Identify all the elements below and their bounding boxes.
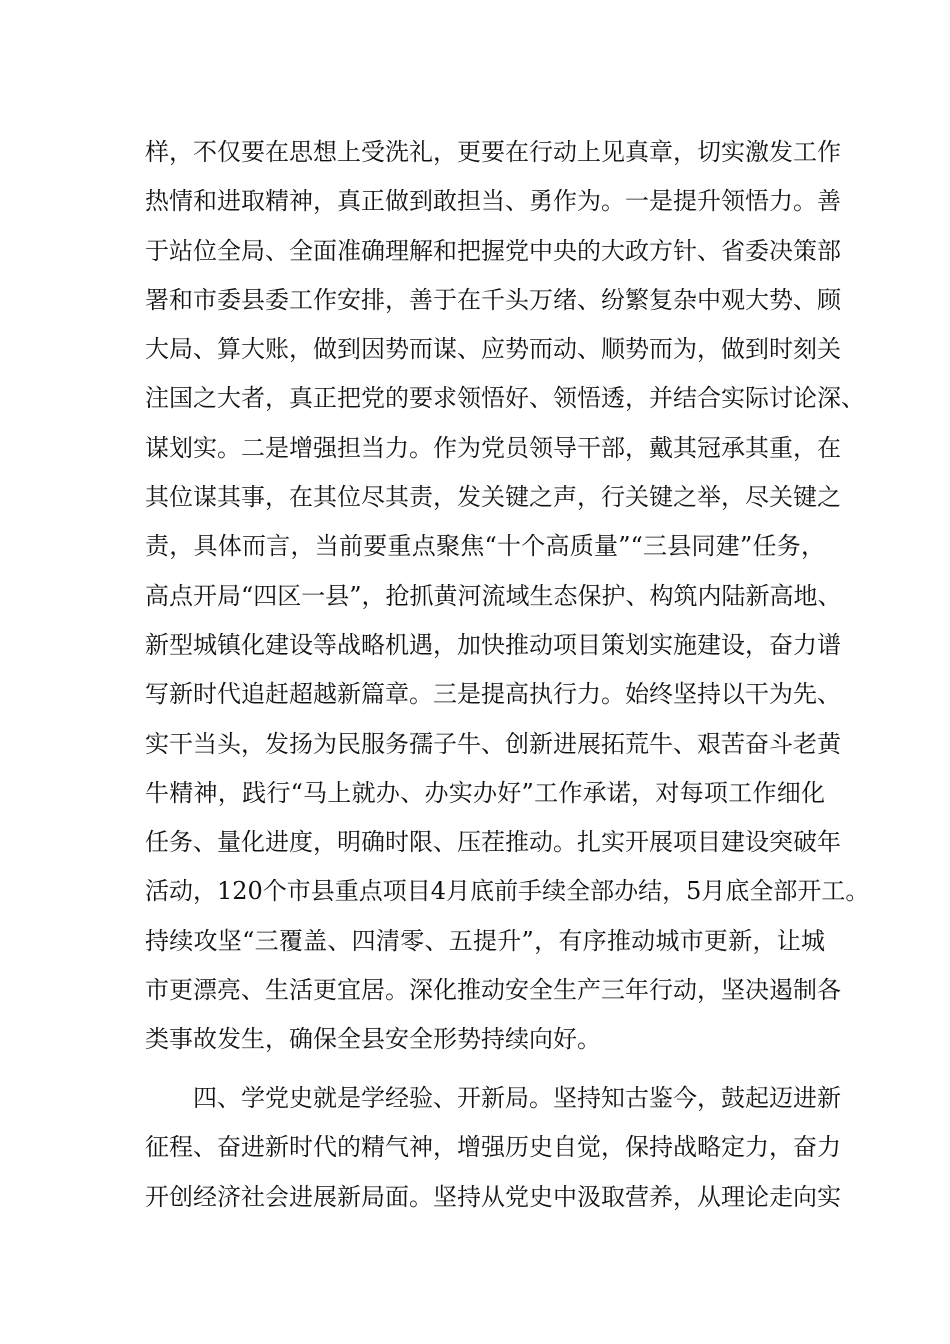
text-line: 署和市委县委工作安排，善于在千头万绪、纷繁复杂中观大势、顾 bbox=[145, 285, 841, 314]
text-line: 持续攻坚“三覆盖、四清零、五提升”，有序推动城市更新，让城 bbox=[145, 926, 825, 955]
text-line: 样，不仅要在思想上受洗礼，更要在行动上见真章，切实激发工作 bbox=[145, 138, 841, 166]
text-line: 写新时代追赶超越新篇章。三是提高执行力。始终坚持以干为先、 bbox=[145, 680, 841, 709]
text-line: 市更漂亮、生活更宜居。深化推动安全生产三年行动，坚决遏制各 bbox=[145, 976, 841, 1005]
text-line: 大局、算大账，做到因势而谋、应势而动、顺势而为，做到时刻关 bbox=[145, 335, 841, 364]
text-line: 任务、量化进度，明确时限、压茬推动。扎实开展项目建设突破年 bbox=[145, 828, 841, 857]
text-line: 牛精神，践行“马上就办、办实办好”工作承诺，对每项工作细化 bbox=[145, 778, 825, 807]
text-line: 高点开局“四区一县”，抢抓黄河流域生态保护、构筑内陆新高地、 bbox=[145, 581, 842, 610]
text-line: 热情和进取精神，真正做到敢担当、勇作为。一是提升领悟力。善 bbox=[145, 187, 841, 216]
text-line: 谋划实。二是增强担当力。作为党员领导干部，戴其冠承其重，在 bbox=[145, 433, 841, 462]
text-line: 四、学党史就是学经验、开新局。坚持知古鉴今，鼓起迈进新 bbox=[193, 1084, 841, 1112]
text-line: 活动，120个市县重点项目4月底前手续全部办结，5月底全部开工。 bbox=[145, 877, 870, 906]
text-line: 类事故发生，确保全县安全形势持续向好。 bbox=[145, 1025, 601, 1054]
text-line: 注国之大者，真正把党的要求领悟好、领悟透，并结合实际讨论深、 bbox=[145, 384, 865, 413]
paragraph-section-four bbox=[145, 1074, 841, 1222]
text-line: 其位谋其事，在其位尽其责，发关键之声，行关键之举，尽关键之 bbox=[145, 483, 841, 512]
text-line: 责，具体而言，当前要重点聚焦“十个高质量”“三县同建”任务， bbox=[145, 532, 825, 561]
paragraph-continuation bbox=[145, 128, 870, 1065]
text-line: 征程、奋进新时代的精气神，增强历史自觉，保持战略定力，奋力 bbox=[145, 1133, 841, 1162]
text-line: 于站位全局、全面准确理解和把握党中央的大政方针、省委决策部 bbox=[145, 236, 841, 265]
text-line: 开创经济社会进展新局面。坚持从党史中汲取营养，从理论走向实 bbox=[145, 1182, 841, 1211]
text-line: 实干当头，发扬为民服务孺子牛、创新进展拓荒牛、艰苦奋斗老黄 bbox=[145, 729, 841, 758]
text-line: 新型城镇化建设等战略机遇，加快推动项目策划实施建设，奋力谱 bbox=[145, 630, 841, 659]
